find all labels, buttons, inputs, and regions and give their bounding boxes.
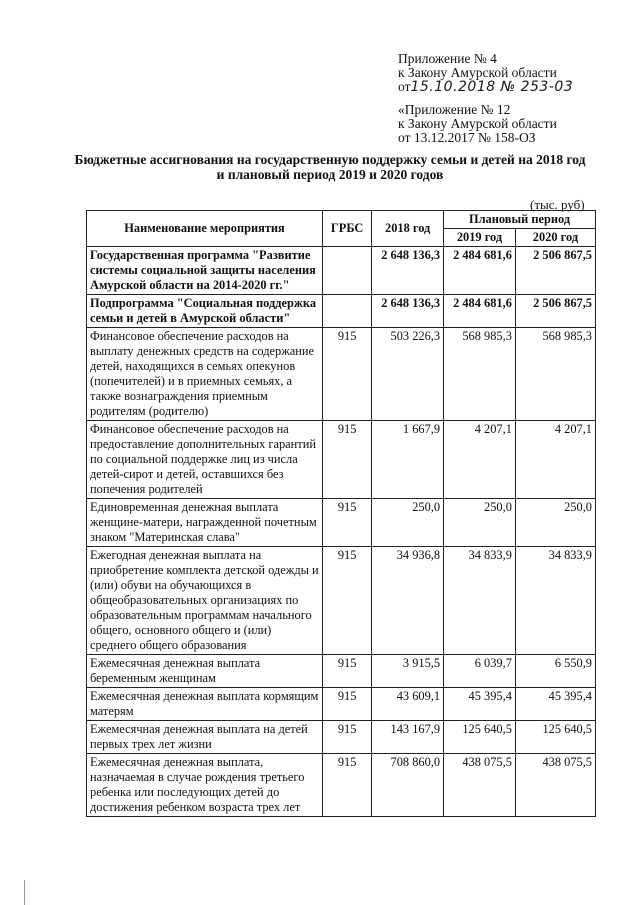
budget-table (86, 210, 596, 817)
appendix-number: Приложение № 4 (398, 51, 497, 66)
table-row (87, 655, 596, 688)
scan-edge-line (24, 880, 25, 905)
row-2019: 4 207,1 (444, 421, 516, 499)
row-2019: 568 985,3 (444, 328, 516, 421)
handwritten-date: 15.10.2018 № 253-03 (410, 79, 574, 95)
row-name: Ежемесячная денежная выплата кормящим матерям (87, 688, 323, 721)
row-name: Единовременная денежная выплата женщине-матери, награжденной почетным знаком "Материнская слава" (87, 499, 323, 547)
row-grbs: 915 (323, 328, 372, 421)
row-2019: 34 833,9 (444, 547, 516, 655)
row-2018: 2 648 136,3 (372, 247, 444, 295)
row-grbs: 915 (323, 721, 372, 754)
row-2019: 2 484 681,6 (444, 295, 516, 328)
table-row (87, 547, 596, 655)
row-grbs (323, 295, 372, 328)
original-appendix-law-ref: к Закону Амурской области (398, 116, 557, 131)
table-row (87, 721, 596, 754)
row-2018: 143 167,9 (372, 721, 444, 754)
table-row (87, 754, 596, 817)
row-grbs: 915 (323, 688, 372, 721)
row-2018: 708 860,0 (372, 754, 444, 817)
table-body (87, 247, 596, 817)
row-2020: 2 506 867,5 (515, 295, 595, 328)
row-grbs: 915 (323, 547, 372, 655)
row-name: Ежемесячная денежная выплата беременным женщинам (87, 655, 323, 688)
header-2019: 2019 год (444, 229, 516, 247)
row-2020: 438 075,5 (515, 754, 595, 817)
row-2020: 34 833,9 (515, 547, 595, 655)
appendix-date-line (398, 80, 633, 94)
row-2018: 3 915,5 (372, 655, 444, 688)
row-2019: 125 640,5 (444, 721, 516, 754)
table-row (87, 421, 596, 499)
row-2018: 250,0 (372, 499, 444, 547)
row-name: Финансовое обеспечение расходов на выплату денежных средств на содержание детей, находящихся в семьях опекунов (попечителей) и в приемных семьях, а также вознаграждения приемным родителям (родителю) (87, 328, 323, 421)
row-2020: 45 395,4 (515, 688, 595, 721)
row-name: Финансовое обеспечение расходов на предоставление дополнительных гарантий по социальной поддержке лиц из числа детей-сирот и детей, оставшихся без попечения родителей (87, 421, 323, 499)
table-row (87, 247, 596, 295)
row-2018: 43 609,1 (372, 688, 444, 721)
original-appendix-header (398, 103, 633, 145)
row-grbs: 915 (323, 499, 372, 547)
document-title: Бюджетные ассигнования на государственную поддержку семьи и детей на 2018 год и плановый период 2019 и 2020 годов (74, 152, 586, 182)
row-name: Ежегодная денежная выплата на приобретение комплекта детской одежды и (или) обуви на обучающихся в общеобразовательных организациях по образовательным программам начального общего, основного общего и (или) среднего общего образования (87, 547, 323, 655)
unit-label: (тыс. руб) (530, 197, 585, 212)
row-2019: 6 039,7 (444, 655, 516, 688)
row-2019: 45 395,4 (444, 688, 516, 721)
row-2018: 1 667,9 (372, 421, 444, 499)
table-row (87, 295, 596, 328)
row-2018: 2 648 136,3 (372, 295, 444, 328)
row-2020: 568 985,3 (515, 328, 595, 421)
header-grbs: ГРБС (323, 211, 372, 247)
row-2018: 503 226,3 (372, 328, 444, 421)
row-grbs: 915 (323, 655, 372, 688)
row-grbs: 915 (323, 421, 372, 499)
row-name: Подпрограмма "Социальная поддержка семьи и детей в Амурской области" (87, 295, 323, 328)
original-appendix-number: «Приложение № 12 (398, 102, 511, 117)
header-2020: 2020 год (515, 229, 595, 247)
row-2020: 2 506 867,5 (515, 247, 595, 295)
row-2020: 4 207,1 (515, 421, 595, 499)
appendix-date-prefix: от (398, 79, 411, 94)
header-planned-period: Плановый период (444, 211, 596, 229)
original-appendix-date: от 13.12.2017 № 158-ОЗ (398, 130, 536, 145)
row-grbs: 915 (323, 754, 372, 817)
row-2020: 250,0 (515, 499, 595, 547)
row-2020: 125 640,5 (515, 721, 595, 754)
table-row (87, 688, 596, 721)
row-2020: 6 550,9 (515, 655, 595, 688)
header-name: Наименование мероприятия (87, 211, 323, 247)
row-2019: 438 075,5 (444, 754, 516, 817)
row-name: Ежемесячная денежная выплата, назначаемая в случае рождения третьего ребенка или последующих детей до достижения ребенком возраста трех лет (87, 754, 323, 817)
table-row (87, 499, 596, 547)
appendix-header (398, 52, 633, 94)
header-2018: 2018 год (372, 211, 444, 247)
row-2019: 250,0 (444, 499, 516, 547)
row-grbs (323, 247, 372, 295)
table-row (87, 328, 596, 421)
row-name: Государственная программа "Развитие системы социальной защиты населения Амурской области на 2014-2020 гг." (87, 247, 323, 295)
row-2019: 2 484 681,6 (444, 247, 516, 295)
appendix-law-ref: к Закону Амурской области (398, 65, 557, 80)
row-name: Ежемесячная денежная выплата на детей первых трех лет жизни (87, 721, 323, 754)
row-2018: 34 936,8 (372, 547, 444, 655)
